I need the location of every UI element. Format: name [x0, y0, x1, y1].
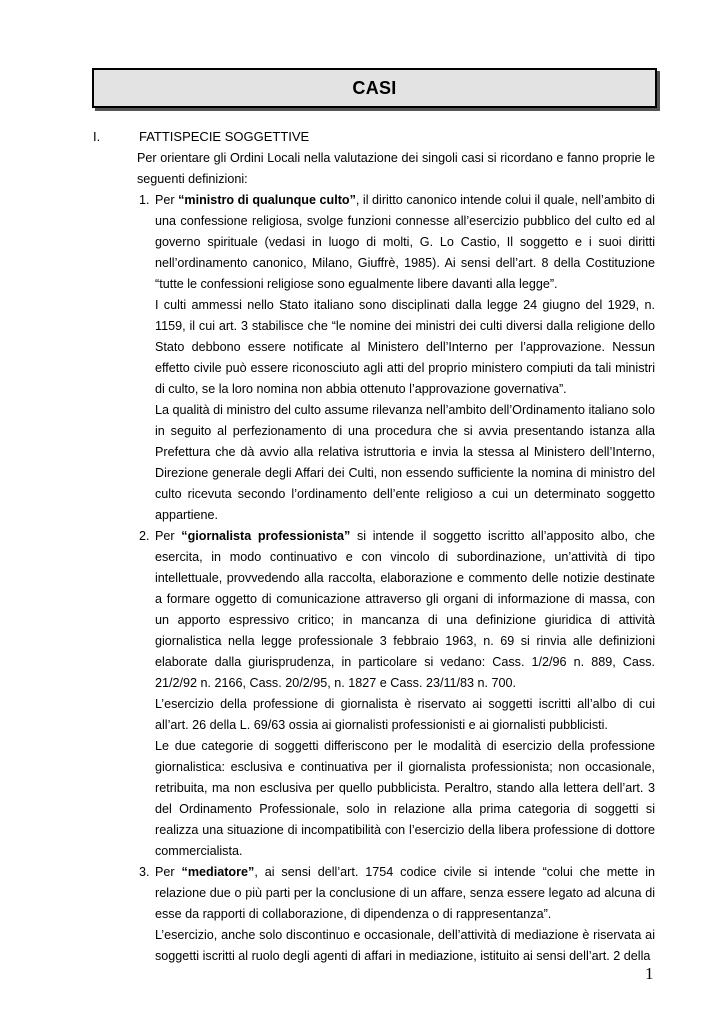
definition-item-3 [137, 862, 655, 967]
definition-item-2 [137, 526, 655, 862]
item-term: “ministro di qualunque culto” [178, 193, 356, 207]
item-number: 2. [139, 529, 150, 543]
section-number: I. [93, 129, 101, 144]
item-number: 3. [139, 865, 150, 879]
item-definition: Per “mediatore”, ai sensi dell’art. 1754 codice civile si intende “colui che mette in relazione due o più parti per la conclusione di un affare, senza essere legato ad alcuna di esse da rapporti di collaborazione, di dipendenza o di rappresentanza”. [155, 865, 655, 921]
item-paragraph: L’esercizio della professione di giornalista è riservato ai soggetti iscritti all’albo di cui all’art. 26 della L. 69/63 ossia ai giornalisti professionisti e ai giornalisti pubblicisti. [155, 697, 655, 732]
title-box [92, 68, 657, 108]
item-paragraph: Le due categorie di soggetti differiscono per le modalità di esercizio della professione giornalistica: esclusiva e continuativa per il giornalista professionista; non occasionale, retribuita, ma non esclusiva per quello pubblicista. Peraltro, stando alla lettera dell’art. 3 del Ordinamento Professionale, solo in relazione alla prima categoria di soggetti si realizza una situazione di incompatibilità con l’esercizio della libera professione di dottore commercialista. [155, 739, 655, 858]
page-number: 1 [645, 964, 654, 983]
item-term: “giornalista professionista” [181, 529, 351, 543]
item-number: 1. [139, 193, 150, 207]
item-paragraph: I culti ammessi nello Stato italiano sono disciplinati dalla legge 24 giugno del 1929, n. 1159, il cui art. 3 stabilisce che “le nomine dei ministri dei culti diversi dalla religione dello Stato debbono essere notificate al Ministero dell’Interno per l’approvazione. Nessun effetto civile può essere riconosciuto agli atti del proprio ministero compiuti da tali ministri di culto, se la loro nomina non abbia ottenuto l’approvazione governativa”. [155, 298, 655, 396]
item-definition: Per “giornalista professionista” si intende il soggetto iscritto all’apposito albo, che esercita, in modo continuativo e con vincolo di subordinazione, un’attività di tipo intellettuale, provvedendo alla raccolta, elaborazione e commento delle notizie destinate a formare oggetto di comunicazione attraverso gli organi di informazione di massa, con un apporto espressivo critico; in mancanza di una definizione giuridica di attività giornalistica nella legge professionale 3 febbraio 1963, n. 69 si rinvia alle definizioni elaborate dalla giurisprudenza, in particolare si vedano: Cass. 1/2/96 n. 889, Cass. 21/2/92 n. 2166, Cass. 20/2/95, n. 1827 e Cass. 23/11/83 n. 700. [155, 529, 656, 690]
item-paragraph: L’esercizio, anche solo discontinuo e occasionale, dell’attività di mediazione è riservata ai soggetti iscritti al ruolo degli agenti di affari in mediazione, istituito ai sensi dell’art. 2 della [155, 928, 655, 963]
page-title: CASI [352, 78, 397, 98]
section-title: FATTISPECIE SOGGETTIVE [139, 129, 310, 144]
intro-paragraph: Per orientare gli Ordini Locali nella valutazione dei singoli casi si ricordano e fanno proprie le seguenti definizioni: [137, 151, 655, 186]
item-definition: Per “ministro di qualunque culto”, il diritto canonico intende colui il quale, nell’ambito di una confessione religiosa, svolge funzioni connesse all’esercizio pubblico del culto ed al governo spirituale (vedasi in luogo di molti, G. Lo Castio, Il soggetto e i suoi diritti nell’ordinamento canonico, Milano, Giuffrè, 1985). Ai sensi dell’art. 8 della Costituzione “tutte le confessioni religiose sono egualmente libere davanti alla legge”. [155, 193, 655, 291]
document-body [137, 148, 655, 967]
item-term: “mediatore” [181, 865, 255, 879]
item-paragraph: La qualità di ministro del culto assume rilevanza nell’ambito dell’Ordinamento italiano solo in seguito al perfezionamento di una procedura che si avvia presentando istanza alla Prefettura che dà avvio alla relativa istruttoria e invia la stessa al Ministero dell’Interno, Direzione generale degli Affari dei Culti, non essendo sufficiente la nomina di ministro del culto ricevuta secondo l’ordinamento dell’ente religioso a cui un determinato soggetto appartiene. [155, 403, 655, 522]
definition-item-1 [137, 190, 655, 526]
